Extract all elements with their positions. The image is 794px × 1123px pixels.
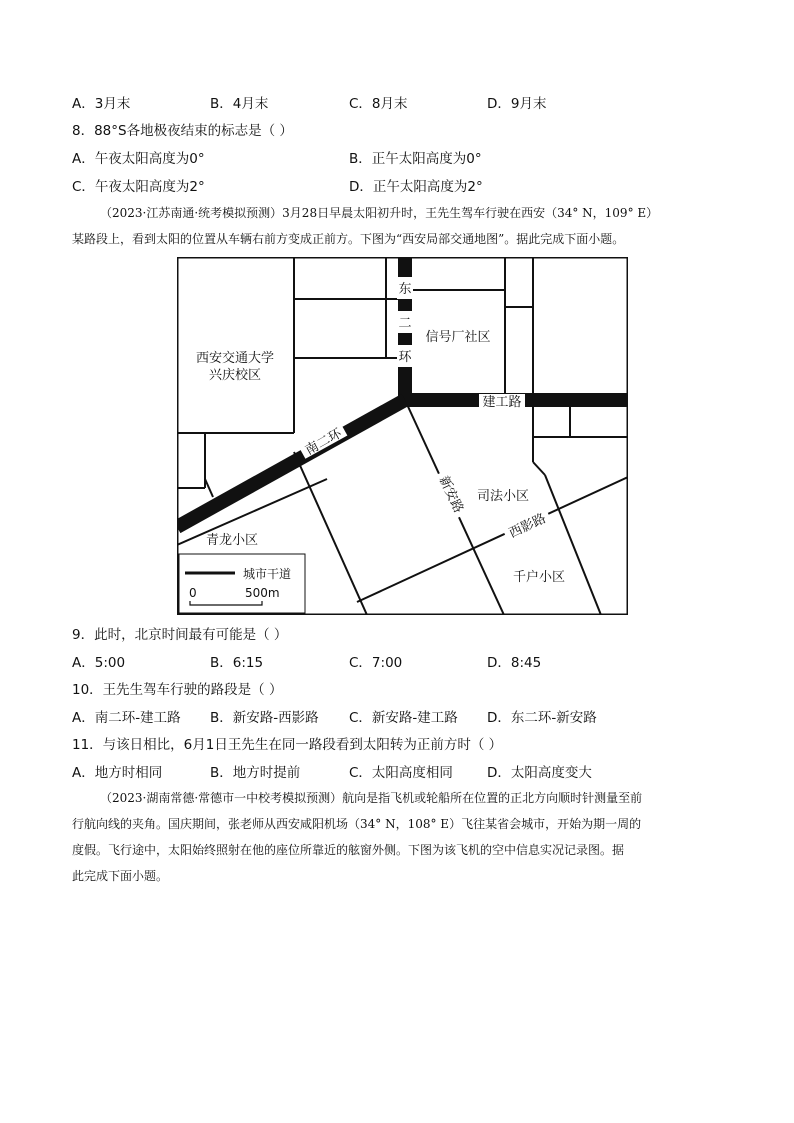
q7-option-b: B．4月末	[210, 96, 269, 112]
q11-option-c: C．太阳高度相同	[349, 765, 453, 781]
q9-option-b: B．6:15	[210, 655, 264, 671]
scale-distance-label: 500m	[245, 586, 280, 600]
xjtu-label-line2: 兴庆校区	[208, 368, 262, 383]
q7-option-a: A．3月末	[72, 96, 131, 112]
intro2-line1: （2023·湖南常德·常德市一中校考模拟预测）航向是指飞机或轮船所在位置的正北方向顺时针测量至前	[100, 791, 643, 805]
map-legend	[179, 554, 305, 613]
q11-option-a: A．地方时相同	[72, 765, 163, 781]
q8-option-b: B．正午太阳高度为0°	[349, 151, 482, 167]
intro1-line2: 某路段上，看到太阳的位置从车辆右前方变成正前方。下图为“西安局部交通地图”。据此完成下面小题。	[72, 232, 625, 246]
q7-option-c: C．8月末	[349, 96, 408, 112]
xian-traffic-map	[177, 257, 628, 615]
legend-box	[179, 554, 305, 613]
south-ring-road-label: 南二环	[303, 426, 345, 459]
sifa-community-label: 司法小区	[476, 489, 530, 504]
q9-stem: 9．此时，北京时间最有可能是（ ）	[72, 627, 288, 643]
intro-passage-2	[72, 785, 732, 889]
q7-option-d: D．9月末	[487, 96, 547, 112]
intro2-line3: 度假。飞行途中，太阳始终照射在他的座位所靠近的舷窗外侧。下图为该飞机的空中信息实况记录图。据	[72, 843, 625, 857]
q9-option-a: A．5:00	[72, 655, 126, 671]
intro-passage-1	[72, 200, 732, 252]
jiangong-road-label: 建工路	[482, 395, 522, 410]
intro1-line1: （2023·江苏南通·统考模拟预测）3月28日早晨太阳初升时，王先生驾车行驶在西安（34° N，109° E）	[100, 206, 659, 220]
east-ring-label-dong: 东	[398, 282, 412, 297]
q10-option-d: D．东二环-新安路	[487, 710, 597, 726]
east-ring-label-huan: 环	[398, 350, 412, 365]
q8-option-a: A．午夜太阳高度为0°	[72, 151, 205, 167]
q10-option-c: C．新安路-建工路	[349, 710, 458, 726]
q8-stem: 8．88°S各地极夜结束的标志是（ ）	[72, 123, 293, 139]
qinglong-community-label: 青龙小区	[205, 533, 259, 548]
xinhao-community-label: 信号厂社区	[425, 330, 491, 345]
east-ring-label-er: 二	[398, 316, 412, 331]
intro2-line4: 此完成下面小题。	[72, 869, 169, 883]
xiying-road-label: 西影路	[506, 511, 549, 542]
legend-arterial-label: 城市干道	[243, 567, 292, 581]
q8-option-c: C．午夜太阳高度为2°	[72, 179, 205, 195]
intro2-line2: 行航向线的夹角。国庆期间，张老师从西安咸阳机场（34° N，108° E）飞往某省会城市，开始为期一周的	[72, 817, 642, 831]
q9-option-c: C．7:00	[349, 655, 403, 671]
q11-option-b: B．地方时提前	[210, 765, 301, 781]
q10-option-b: B．新安路-西影路	[210, 710, 319, 726]
q10-stem: 10．王先生驾车行驶的路段是（ ）	[72, 682, 283, 698]
q8-option-d: D．正午太阳高度为2°	[349, 179, 483, 195]
xinan-road-label: 新安路	[435, 473, 466, 516]
scale-zero-label: 0	[189, 586, 197, 600]
q9-option-d: D．8:45	[487, 655, 542, 671]
q10-option-a: A．南二环-建工路	[72, 710, 181, 726]
q11-stem: 11．与该日相比，6月1日王先生在同一路段看到太阳转为正前方时（ ）	[72, 737, 503, 753]
qianhu-community-label: 千户小区	[512, 570, 566, 585]
q11-option-d: D．太阳高度变大	[487, 765, 592, 781]
xjtu-label-line1: 西安交通大学	[195, 351, 275, 366]
